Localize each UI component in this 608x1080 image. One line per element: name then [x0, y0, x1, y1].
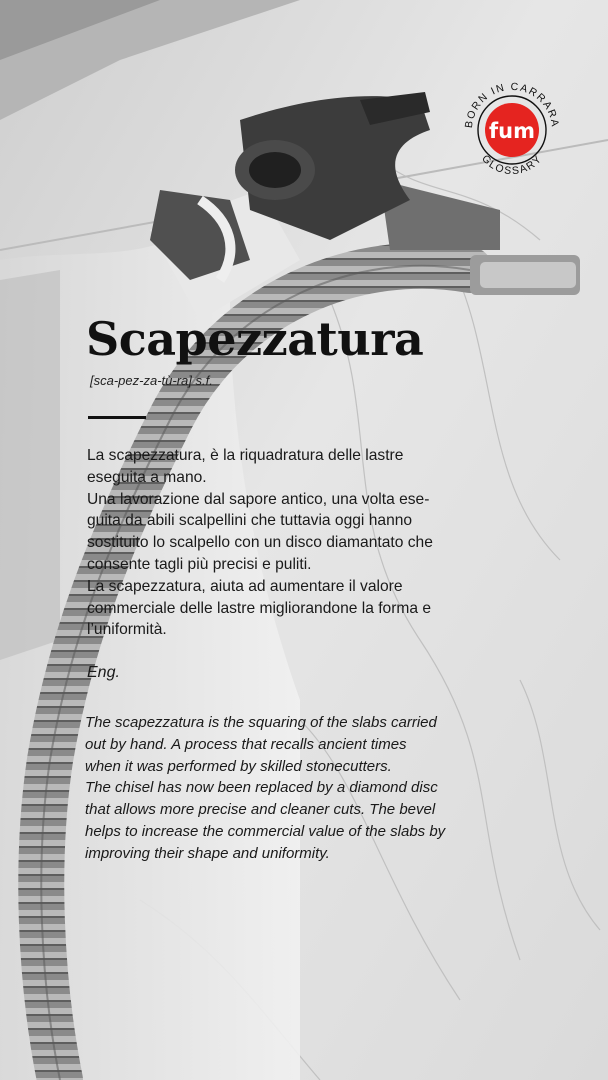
badge-bottom-text: GLOSSARY: [479, 152, 545, 178]
english-label: Eng.: [87, 664, 120, 681]
italian-definition: La scapezzatura, è la riquadratura delle lastre eseguita a mano. Una lavorazione dal sapore antico, una volta ese- guita da abili scalpellini che tuttavia oggi hanno sostituito lo scalpello con un disco diamantato che consente tagli più precisi e puliti. La scapezzatura, aiuta ad aumentare il valore commerciale delle lastre migliorandone la forma e l’uniformità.: [87, 447, 433, 639]
fum-logo: fum: [489, 119, 535, 143]
english-definition: The scapezzatura is the squaring of the slabs carried out by hand. A process that recalls ancient times when it was performed by skilled stonecutters. The chisel has now been replaced by a diamond disc that allows more precise and cleaner cuts. The bevel helps to increase the commercial value of the slabs by improving their shape and uniformity.: [85, 714, 446, 862]
title-divider: [88, 416, 146, 419]
badge-top-text: BORN IN CARRARA: [462, 80, 562, 129]
born-in-carrara-badge: [456, 72, 568, 184]
phonetic-transcription: [sca-pez-za-tù-ra] s.f.: [90, 373, 213, 388]
glossary-term-title: Scapezzatura: [86, 312, 424, 366]
